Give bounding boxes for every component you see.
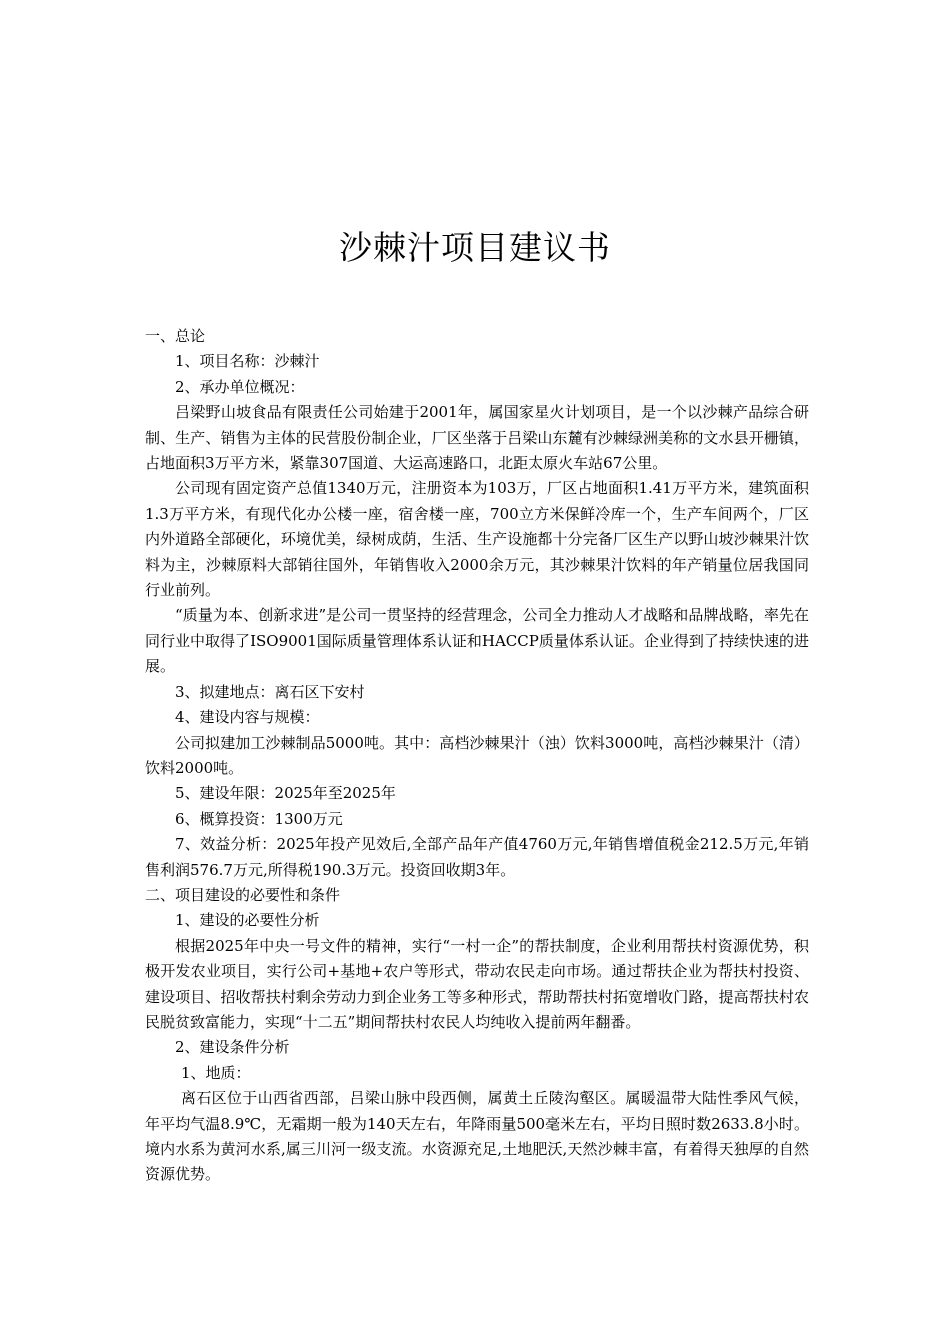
subsection-heading: 1、项目名称：沙棘汁 [175, 352, 320, 371]
subsection-heading: 5、建设年限：2025年至2025年 [175, 784, 396, 803]
body-paragraph: 公司拟建加工沙棘制品5000吨。其中：高档沙棘果汁（浊）饮料3000吨，高档沙棘果汁（清）饮料2000吨。 [145, 733, 809, 777]
document-body [145, 324, 809, 1188]
section-heading: 二、项目建设的必要性和条件 [145, 885, 341, 904]
subsection-heading: 6、概算投资：1300万元 [175, 809, 343, 828]
document-title: 沙棘汁项目建议书 [339, 228, 611, 267]
body-paragraph: 吕梁野山坡食品有限责任公司始建于2001年，属国家星火计划项目，是一个以沙棘产品综合研制、生产、销售为主体的民营股份制企业，厂区坐落于吕梁山东麓有沙棘绿洲美称的文水县开栅镇，占地面积3万平方米，紧靠307国道、大运高速路口，北距太原火车站67公里。 [145, 403, 809, 473]
subsection-heading: 1、建设的必要性分析 [175, 911, 320, 930]
subsection-heading: 2、承办单位概况： [175, 377, 305, 396]
body-paragraph: 根据2025年中央一号文件的精神，实行“一村一企”的帮扶制度，企业利用帮扶村资源优势，积极开发农业项目，实行公司+基地+农户等形式，带动农民走向市场。通过帮扶企业为帮扶村投资、建设项目、招收帮扶村剩余劳动力到企业务工等多种形式，帮助帮扶村拓宽增收门路，提高帮扶村农民脱贫致富能力，实现“十二五”期间帮扶村农民人均纯收入提前两年翻番。 [145, 936, 809, 1031]
section-heading: 一、总论 [145, 327, 206, 345]
body-paragraph: “质量为本、创新求进”是公司一贯坚持的经营理念，公司全力推动人才战略和品牌战略，率先在同行业中取得了ISO9001国际质量管理体系认证和HACCP质量体系认证。企业得到了持续快速的进展。 [145, 606, 809, 676]
subsection-heading: 3、拟建地点：离石区下安村 [175, 682, 365, 701]
body-paragraph: 离石区位于山西省西部，吕梁山脉中段西侧，属黄土丘陵沟壑区。属暖温带大陆性季风气候，年平均气温8.9℃，无霜期一般为140天左右，年降雨量500毫米左右，平均日照时数2633.8小时。境内水系为黄河水系,属三川河一级支流。水资源充足,土地肥沃,天然沙棘丰富，有着得天独厚的自然资源优势。 [145, 1089, 809, 1184]
body-paragraph: 公司现有固定资产总值1340万元，注册资本为103万，厂区占地面积1.41万平方米，建筑面积1.3万平方米，有现代化办公楼一座，宿舍楼一座，700立方米保鲜冷库一个，生产车间两个，厂区内外道路全部硬化，环境优美，绿树成荫，生活、生产设施都十分完备厂区生产以野山坡沙棘果汁饮料为主，沙棘原料大部销往国外，年销售收入2000余万元，其沙棘果汁饮料的年产销量位居我国同行业前列。 [145, 479, 809, 600]
body-paragraph: 7、效益分析：2025年投产见效后,全部产品年产值4760万元,年销售增值税金212.5万元,年销售利润576.7万元,所得税190.3万元。投资回收期3年。 [145, 835, 809, 879]
subsection-heading: 1、地质： [181, 1063, 251, 1082]
subsection-heading: 2、建设条件分析 [175, 1038, 290, 1057]
subsection-heading: 4、建设内容与规模： [175, 708, 320, 727]
